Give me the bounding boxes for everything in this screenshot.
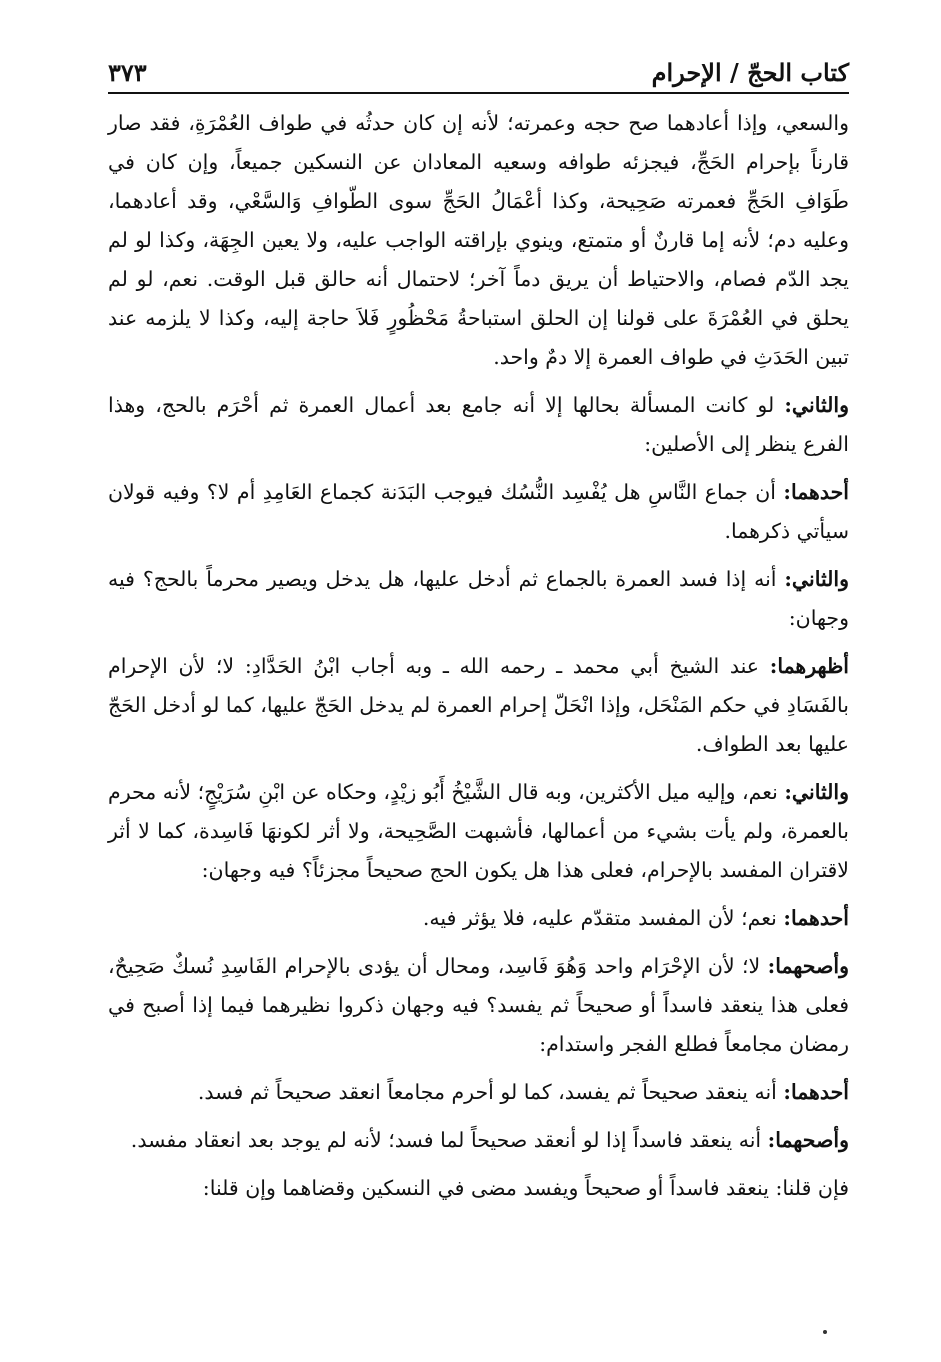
paragraph-lead: أظهرهما: [769,654,849,678]
paragraph [108,899,849,938]
paragraph-text: نعم، وإليه ميل الأكثرين، وبه قال الشَّيْخُ أَبُو زيْدٍ، وحكاه عن ابْنِ سُرَيْجٍ؛ لأنه محرم بالعمرة، ولم يأت بشيء من أعمالها، فأشبهت الصَّحِيحة، ولا أثر لكونهَا فَاسِدة، كما لا أثر لاقتران المفسد بالإحرام، فعلى هذا هل يكون الحج صحيحاً مجزئاً؟ فيه وجهان: [108,780,849,882]
paragraph [108,1121,849,1160]
paragraph-lead: والثاني: [784,393,849,417]
paragraph [108,647,849,764]
paragraph-lead: وأصحهما: [767,954,849,978]
paragraph [108,773,849,890]
paragraph-text: والسعي، وإذا أعادهما صح حجه وعمرته؛ لأنه إن كان حدثُه في طواف العُمْرَةِ، فقد صار قارناً بإحرام الحَجِّ، فيجزئه طوافه وسعيه المعادان عن النسكين جميعاً، وإن كان في طَوَافِ الحَجِّ فعمرته صَحِيحة، وكذا أعْمَالُ الحَجِّ سوى الطّوافِ وَالسَّعْي، وقد أعادهما، وعليه دم؛ لأنه إما قارنٌ أو متمتع، وينوي بإراقته الواجب عليه، ولا يعين الجِهَة، وكذا لو لم يجد الدّم فصام، والاحتياط أن يريق دماً آخر؛ لاحتمال أنه حالق قبل الوقت. نعم، لو لم يحلق في العُمْرَةَ على قولنا إن الحلق استباحةُ مَحْظُورٍ فَلاَ حاجة إليه، وكذا لا يلزمه عند تبين الحَدَثِ في طواف العمرة إلا دمٌ واحد. [108,111,849,369]
paragraph-lead: أحدهما: [783,480,849,504]
paragraph-text: لا؛ لأن الإحْرَام واحد وَهُوَ فَاسِد، ومحال أن يؤدى بالإحرام الفَاسِدِ نُسكٌ صَحِيحٌ، فعلى هذا ينعقد فاسداً أو صحيحاً ثم يفسد؟ فيه وجهان ذكروا نظيرهما فيما إذا أصبح في رمضان مجامعاً فطلع الفجر واستدام: [108,954,849,1056]
paragraph [108,947,849,1064]
header-rule [108,92,849,94]
page-header [108,52,849,92]
paragraph-text: أنه إذا فسد العمرة بالجماع ثم أدخل عليها، هل يدخل ويصير محرماً بالحج؟ فيه وجهان: [108,567,849,630]
paragraph-text: أن جماع النَّاسِ هل يُفْسِد النُّسُك فيوجب البَدَنة كجماع العَامِدِ أم لا؟ وفيه قولان سيأتي ذكرهما. [108,480,849,543]
page-number: ٣٧٣ [108,57,147,87]
paragraph [108,560,849,638]
main-text [108,104,849,1217]
paragraph-lead: والثاني: [784,780,849,804]
paragraph [108,386,849,464]
paragraph-text: نعم؛ لأن المفسد متقدّم عليه، فلا يؤثر فيه. [422,906,784,930]
paragraph [108,1169,849,1208]
paragraph [108,473,849,551]
paragraph-lead: أحدهما: [783,1080,849,1104]
paragraph-text: عند الشيخ أبي محمد ـ رحمه الله ـ وبه أجاب ابْنُ الحَدَّادِ: لا؛ لأن الإحرام بالفَسَادِ في حكم المَنْحَل، وإذا انْحَلّ إحرام العمرة لم يدخل الحَجّ عليها، كما لو أدخل الحَجّ عليها بعد الطواف. [108,654,849,756]
paragraph-lead: وأصحهما: [767,1128,849,1152]
paragraph [108,1073,849,1112]
paragraph [108,104,849,377]
paragraph-text: لو كانت المسألة بحالها إلا أنه جامع بعد أعمال العمرة ثم أحْرَم بالحج، وهذا الفرع ينظر إلى الأصلين: [108,393,849,456]
paragraph-text: أنه ينعقد صحيحاً ثم يفسد، كما لو أحرم مجامعاً انعقد صحيحاً ثم فسد. [197,1080,784,1104]
paragraph-lead: والثاني: [784,567,849,591]
page-dot-mark [823,1330,827,1334]
paragraph-text: أنه ينعقد فاسداً إذا لو أنعقد صحيحاً لما فسد؛ لأنه لم يوجد بعد انعقاد مفسد. [130,1128,768,1152]
paragraph-lead: أحدهما: [783,906,849,930]
paragraph-text: فإن قلنا: ينعقد فاسداً أو صحيحاً ويفسد مضى في النسكين وقضاهما وإن قلنا: [202,1176,849,1200]
running-title: كتاب الحجّ / الإحرام [651,57,849,87]
